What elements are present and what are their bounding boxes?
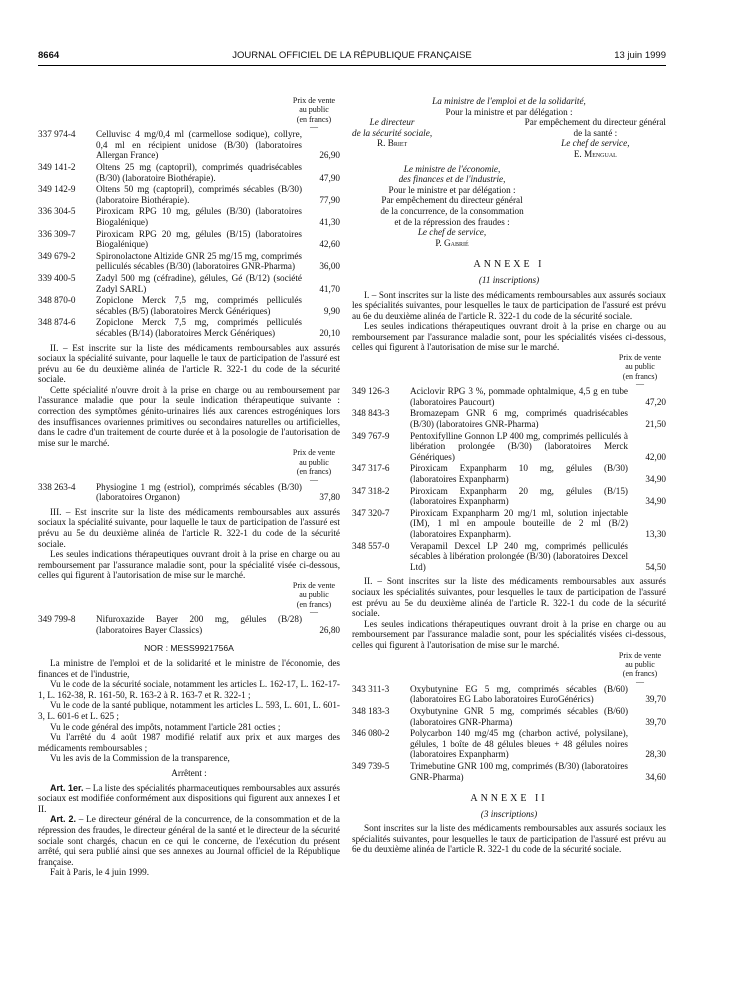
drug-description: Spironolactone Altizide GNR 25 mg/15 mg, comprimés pelliculés sécables (B/30) (laboratoires GNR-Pharma)	[96, 250, 302, 272]
drug-code: 336 309-7	[38, 228, 76, 239]
price-header-dash: —	[310, 122, 318, 132]
price-header-line: (en francs)	[622, 371, 658, 381]
price-header-line: au public	[625, 362, 655, 372]
price-header-line: Prix de vente	[618, 650, 662, 660]
drug-description: Piroxicam RPG 20 mg, gélules (B/15) (laboratoires Biogalénique)	[96, 228, 302, 250]
signature-block-economy	[352, 164, 552, 249]
drug-entry	[38, 295, 340, 316]
price-header-dash: —	[636, 676, 644, 686]
drug-description: Oltens 50 mg (captopril), comprimés sécables (B/30) (laboratoire Biothérapie).	[96, 184, 302, 205]
drug-entry	[38, 251, 340, 272]
price-header-dash: —	[636, 379, 644, 389]
drug-entry	[38, 229, 340, 250]
drug-code: 348 557-0	[352, 540, 390, 551]
drug-code: 348 183-3	[352, 705, 390, 716]
annexe-2-title: ANNEXE II	[470, 793, 548, 805]
drug-entry	[38, 184, 340, 205]
price-header-line: au public	[625, 659, 655, 669]
drug-price: 34,90	[645, 496, 666, 507]
drug-code: 348 870-0	[38, 295, 76, 306]
publication-date: 13 juin 1999	[614, 50, 666, 61]
drug-price: 41,70	[319, 283, 340, 294]
price-header-line: Prix de vente	[292, 448, 336, 458]
drug-code: 349 767-9	[352, 430, 390, 441]
preamble	[38, 658, 340, 764]
price-header-line: au public	[299, 105, 329, 115]
page-header	[38, 50, 666, 64]
article-2	[38, 814, 340, 867]
drug-code: 348 874-6	[38, 317, 76, 328]
price-header-line: (en francs)	[296, 114, 332, 124]
signature-right	[525, 117, 666, 159]
drug-description: Piroxicam Expanpharm 10 mg, gélules (B/30) (laboratoires Expanpharm)	[410, 463, 628, 485]
price-column-header	[614, 353, 666, 389]
price-header-line: au public	[299, 590, 329, 600]
signature-line: de la sécurité sociale,	[352, 127, 433, 138]
article-2-label: Art. 2.	[50, 814, 76, 825]
drug-entry	[352, 386, 666, 407]
drug-price: 41,30	[319, 216, 340, 227]
preamble-line: La ministre de l'emploi et de la solidarité et le ministre de l'économie, des finances et de l'industrie,	[38, 658, 340, 679]
drug-list	[38, 482, 340, 503]
drug-entry	[38, 317, 340, 338]
drug-price: 9,90	[323, 305, 340, 316]
drug-code: 349 141-2	[38, 162, 76, 172]
nor-reference: NOR : MESS9921756A	[144, 643, 234, 654]
drug-price: 13,30	[645, 529, 666, 539]
drug-code: 338 263-4	[38, 481, 76, 492]
page-number: 8664	[38, 50, 60, 61]
article-1	[38, 783, 340, 815]
paragraph: Les seules indications thérapeutiques ouvrant droit à la prise en charge ou au remboursement par l'assurance maladie sont, pour les spécialités visées ci-dessous, celles qui figurent à l'autorisation de mise sur le marché.	[352, 321, 666, 353]
drug-entry	[352, 684, 666, 705]
drug-price: 77,90	[319, 194, 340, 205]
drug-price: 42,00	[645, 451, 666, 462]
drug-entry	[38, 129, 340, 161]
drug-list	[352, 386, 666, 572]
drug-code: 337 974-4	[38, 129, 76, 140]
paragraph: Les seules indications thérapeutiques ouvrant droit à la prise en charge ou au remboursement par l'assurance maladie sont, pour les spécialités visées ci-dessous, celles qui figurent à l'autorisation de mise sur le marché.	[352, 618, 666, 650]
drug-entry	[352, 761, 666, 782]
drug-entry	[38, 162, 340, 183]
article-1-label: Art. 1er.	[50, 782, 84, 793]
drug-price: 42,60	[319, 239, 340, 250]
price-column-header	[288, 448, 340, 484]
preamble-line: Vu les avis de la Commission de la transparence,	[50, 753, 230, 764]
paragraph: II. – Est inscrite sur la liste des médicaments remboursables aux assurés sociaux la spécialité suivante, pour laquelle le taux de participation de l'assuré est prévu au 6e du deuxième alinéa de l'article R. 322-1 du code de la sécurité sociale.	[38, 342, 340, 385]
drug-code: 343 311-3	[352, 683, 390, 694]
drug-price: 47,20	[645, 396, 666, 407]
article-1-text: – La liste des spécialités pharmaceutiques remboursables aux assurés sociaux est modifiée conformément aux dispositions qui figurent aux annexes I et II.	[38, 782, 340, 814]
signature-line: Le chef de service,	[561, 138, 630, 149]
drug-description: Pentoxifylline Gonnon LP 400 mg, comprimés pelliculés à libération prolongée (B/30) (laboratoires Merck Génériques)	[410, 430, 628, 462]
annexe-1-title: ANNEXE I	[473, 259, 545, 271]
drug-code: 349 799-8	[38, 614, 76, 625]
drug-entry	[352, 486, 666, 507]
price-column-header	[288, 96, 340, 132]
drug-description: Trimebutine GNR 100 mg, comprimés (B/30) (laboratoires GNR-Pharma)	[410, 760, 628, 782]
drug-code: 349 126-3	[352, 386, 390, 397]
drug-price: 20,10	[319, 327, 340, 338]
price-header-line: (en francs)	[296, 467, 332, 477]
signature-left	[352, 117, 432, 159]
drug-code: 347 318-2	[352, 485, 390, 496]
drug-code: 349 739-5	[352, 760, 390, 771]
drug-entry	[38, 482, 340, 503]
drug-entry	[352, 541, 666, 573]
preamble-line: Vu le code de la sécurité sociale, notamment les articles L. 162-17, L. 162-17-1, L. 162-38, R. 161-50, R. 163-2 à R. 163-7 et R. 322-1 ;	[38, 679, 340, 700]
preamble-line: Vu le code de la santé publique, notamment les articles L. 593, L. 601, L. 601-3, L. 601-6 et L. 625 ;	[38, 700, 340, 721]
drug-price: 37,80	[319, 492, 340, 503]
drug-description: Zopiclone Merck 7,5 mg, comprimés pelliculés sécables (B/5) (laboratoires Merck Génériques)	[96, 295, 302, 316]
drug-description: Piroxicam Expanpharm 20 mg/1 ml, solution injectable (IM), 1 ml en ampoule bouteille de 2 ml (B/2) (laboratoires Expanpharm).	[410, 507, 628, 539]
price-header-line: (en francs)	[622, 669, 658, 679]
drug-code: 339 400-5	[38, 272, 76, 283]
price-header-dash: —	[310, 474, 318, 484]
signature-line: Par empêchement du directeur général	[381, 195, 523, 206]
drug-list	[352, 684, 666, 782]
preamble-line: Vu l'arrêté du 4 août 1987 modifié relatif aux prix et aux marges des médicaments remboursables ;	[38, 732, 340, 753]
delegation: Pour le ministre et par délégation :	[388, 184, 516, 195]
drug-description: Oxybutynine GNR 5 mg, comprimés sécables (B/60) (laboratoires GNR-Pharma)	[410, 705, 628, 727]
price-header-line: Prix de vente	[618, 353, 662, 363]
price-column-header	[288, 581, 340, 617]
drug-entry	[352, 706, 666, 727]
drug-list	[38, 129, 340, 338]
left-column	[38, 96, 340, 878]
signatory-name: P. Gabrié	[435, 237, 469, 248]
drug-entry	[38, 614, 340, 635]
drug-description: Polycarbon 140 mg/45 mg (charbon activé, polysilane), gélules, 1 boîte de 48 gélules bleues + 48 gélules noires (laboratoires Expanpharm)	[410, 728, 628, 760]
article-2-text: – Le directeur général de la concurrence, de la consommation et de la répression des fraudes, le directeur général de la santé et le directeur de la sécurité sociale sont chargés, chacun en ce qui le concerne, de l'exécution du présent arrêté, qui sera publié ainsi que ses annexes au Journal officiel de la République française.	[38, 814, 340, 867]
drug-price: 39,70	[645, 694, 666, 705]
paragraph: Les seules indications thérapeutiques ouvrant droit à la prise en charge ou au remboursement par l'assurance maladie sont, pour la spécialité visée ci-dessous, celles qui figurent à l'autorisation de mise sur le marché.	[38, 549, 340, 581]
delegation: Pour la ministre et par délégation :	[445, 106, 573, 117]
price-header-line: Prix de vente	[292, 96, 336, 105]
header-rule	[38, 65, 666, 66]
signatory-minister: La ministre de l'emploi et de la solidarité,	[432, 96, 586, 106]
paragraph: III. – Est inscrite sur la liste des médicaments remboursables aux assurés sociaux la spécialité suivante, pour laquelle le taux de participation de l'assuré est prévu au 5e du deuxième alinéa de l'article R. 322-1 du code de la sécurité sociale.	[38, 506, 340, 549]
signature-line: Par empêchement du directeur général	[524, 117, 666, 128]
drug-price: 26,80	[319, 624, 340, 635]
drug-code: 347 317-6	[352, 463, 390, 474]
journal-title: JOURNAL OFFICIEL DE LA RÉPUBLIQUE FRANÇAISE	[232, 50, 472, 61]
right-column	[352, 96, 666, 855]
paragraph: II. – Sont inscrites sur la liste des médicaments remboursables aux assurés sociaux les spécialités suivantes, pour lesquelles le taux de participation de l'assuré est prévu au 5e du deuxième alinéa de l'article R. 322-1 du code de la sécurité sociale.	[352, 576, 666, 619]
drug-price: 39,70	[645, 716, 666, 727]
drug-description: Celluvisc 4 mg/0,4 ml (carmellose sodique), collyre, 0,4 ml en récipient unidose (B/30) (laboratoires Allergan France)	[96, 129, 302, 161]
drug-description: Verapamil Dexcel LP 240 mg, comprimés pelliculés sécables à libération prolongée (B/30) (laboratoires Dexcel Ltd)	[410, 540, 628, 572]
drug-price: 36,00	[319, 261, 340, 272]
drug-code: 349 679-2	[38, 250, 76, 261]
drug-entry	[38, 273, 340, 294]
signature-line: Le directeur	[369, 117, 415, 128]
drug-entry	[352, 728, 666, 760]
price-column-header	[614, 650, 666, 686]
price-header-line: (en francs)	[296, 599, 332, 609]
annexe-1-subtitle: (11 inscriptions)	[478, 274, 540, 285]
drug-code: 336 304-5	[38, 206, 76, 217]
drug-description: Oltens 25 mg (captopril), comprimés quadrisécables (B/30) (laboratoire Biothérapie).	[96, 162, 302, 183]
signature-line: de la santé :	[573, 127, 618, 138]
drug-description: Piroxicam Expanpharm 20 mg, gélules (B/15) (laboratoires Expanpharm)	[410, 485, 628, 507]
signature-line: Le chef de service,	[417, 227, 487, 238]
signature-line: de la concurrence, de la consommation	[380, 205, 524, 216]
annexe-2-subtitle: (3 inscriptions)	[480, 808, 538, 819]
drug-code: 349 142-9	[38, 184, 76, 195]
signature-date: Fait à Paris, le 4 juin 1999.	[50, 867, 150, 878]
drug-description: Oxybutynine EG 5 mg, comprimés sécables (B/60) (laboratoires EG Labo laboratoires EuroGénérics)	[410, 683, 628, 705]
price-header-line: Prix de vente	[292, 581, 336, 590]
drug-description: Piroxicam RPG 10 mg, gélules (B/30) (laboratoires Biogalénique)	[96, 206, 302, 227]
drug-entry	[352, 431, 666, 463]
drug-description: Zopiclone Merck 7,5 mg, comprimés pelliculés sécables (B/14) (laboratoires Merck Génériques)	[96, 317, 302, 338]
signature-line: Le ministre de l'économie,	[403, 163, 501, 174]
paragraph: Sont inscrites sur la liste des médicaments remboursables aux assurés sociaux les spécialités suivantes, pour lesquelles le taux de participation de l'assuré est prévu au 6e du deuxième alinéa de l'article R. 322-1 du code de la sécurité sociale.	[352, 823, 666, 855]
drug-code: 346 080-2	[352, 728, 390, 739]
drug-code: 347 320-7	[352, 507, 390, 518]
signature-line: et de la répression des fraudes :	[394, 216, 510, 227]
drug-description: Bromazepam GNR 6 mg, comprimés quadrisécables (B/30) (laboratoires GNR-Pharma)	[410, 408, 628, 430]
signatory-name: E. Mengual	[573, 148, 617, 159]
price-header-dash: —	[310, 607, 318, 617]
drug-price: 54,50	[645, 561, 666, 572]
drug-description: Physiogine 1 mg (estriol), comprimés sécables (B/30) (laboratoires Organon)	[96, 481, 302, 503]
drug-price: 47,90	[319, 172, 340, 183]
arretent: Arrêtent :	[171, 767, 207, 778]
drug-list	[38, 614, 340, 635]
drug-entry	[352, 508, 666, 540]
preamble-line: Vu le code général des impôts, notamment l'article 281 octies ;	[50, 721, 281, 732]
drug-price: 26,90	[319, 150, 340, 161]
drug-description: Aciclovir RPG 3 %, pommade ophtalmique, 4,5 g en tube (laboratoires Paucourt)	[410, 386, 628, 407]
drug-price: 34,90	[645, 474, 666, 485]
drug-code: 348 843-3	[352, 408, 390, 419]
price-header-line: au public	[299, 457, 329, 467]
signature-line: des finances et de l'industrie,	[398, 174, 506, 185]
drug-price: 21,50	[645, 419, 666, 430]
drug-entry	[352, 463, 666, 484]
drug-description: Nifuroxazide Bayer 200 mg, gélules (B/28) (laboratoires Bayer Classics)	[96, 614, 302, 635]
drug-description: Zadyl 500 mg (céfradine), gélules, Gé (B/12) (société Zadyl SARL)	[96, 272, 302, 294]
paragraph: Cette spécialité n'ouvre droit à la prise en charge ou au remboursement par l'assurance maladie que pour la seule indication thérapeutique suivante : correction des symptômes génito-urinaires liés aux carences estrogéniques lors des insuffisances ovariennes primitives ou secondaires naturelles ou artificielles, dans le cadre d'un traitement de courte durée et à la posologie de l'autorisation de mise sur le marché.	[38, 384, 340, 448]
drug-entry	[38, 206, 340, 227]
drug-price: 28,30	[645, 749, 666, 760]
signature-block	[352, 117, 666, 159]
signatory-name: R. Briet	[376, 138, 408, 149]
drug-price: 34,60	[645, 771, 666, 782]
drug-entry	[352, 408, 666, 429]
paragraph: I. – Sont inscrites sur la liste des médicaments remboursables aux assurés sociaux les spécialités suivantes, pour lesquelles le taux de participation de l'assuré est prévu au 6e du deuxième alinéa de l'article R. 322-1 du code de la sécurité sociale.	[352, 289, 666, 321]
